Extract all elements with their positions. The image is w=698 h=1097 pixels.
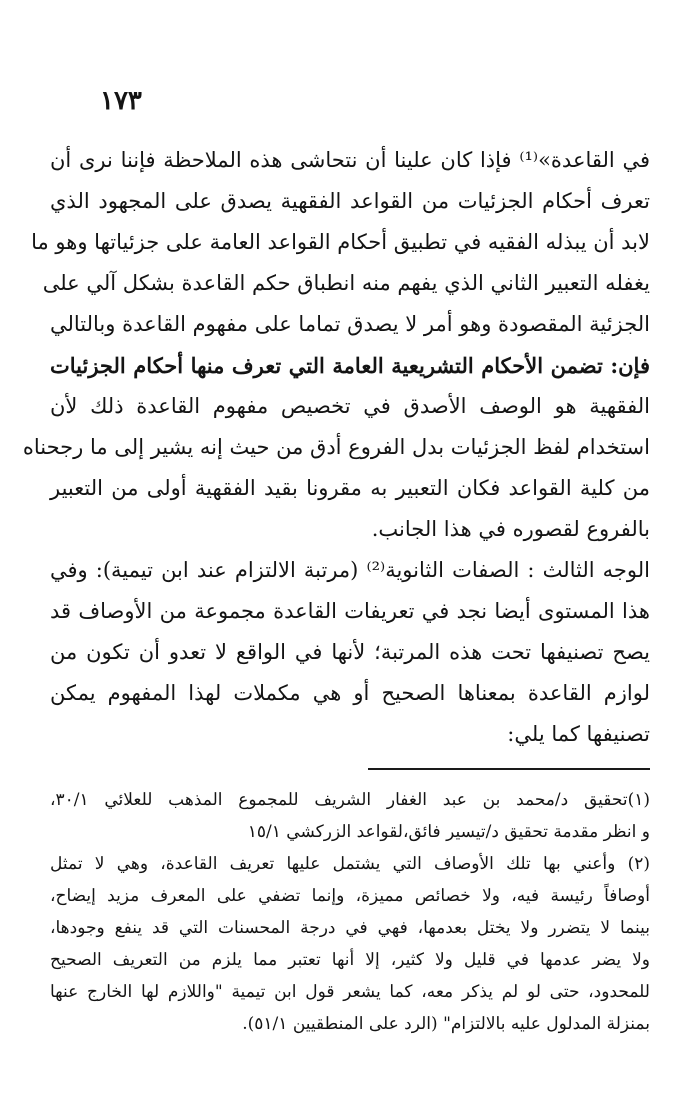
footnote-line: بينما لا يتضرر ولا يختل بعدمها، فهي في درجة المحسنات التي قد ينفع وجودها، (50, 918, 650, 938)
page-number: ١٧٣ (100, 86, 142, 116)
body-line: الوجه الثالث : الصفات الثانوية⁽²⁾ (مرتبة الالتزام عند ابن تيمية): وفي (50, 558, 650, 582)
main-text (22, 140, 650, 755)
footnote-line: (٢) وأعني بها تلك الأوصاف التي يشتمل عليها تعريف القاعدة، وهي لا تمثل (50, 854, 650, 874)
body-line: لوازم القاعدة بمعناها الصحيح أو هي مكملات لهذا المفهوم يمكن (50, 681, 650, 705)
footnote-line: بمنزلة المدلول عليه بالالتزام" (الرد على المنطقيين ٥١/١). (242, 1014, 650, 1034)
footnote-line: (١)تحقيق د/محمد بن عبد الغفار الشريف للمجموع المذهب للعلائي ٣٠/١، (50, 790, 650, 810)
body-line: تعرف أحكام الجزئيات من القواعد الفقهية يصدق على المجهود الذي (50, 189, 650, 213)
body-line: لابد أن يبذله الفقيه في تطبيق أحكام القواعد العامة على جزئياتها وهو ما (31, 230, 650, 254)
body-line: يغفله التعبير الثاني الذي يفهم منه انطباق حكم القاعدة بشكل آلي على (42, 271, 650, 295)
footnote-line: للمحدود، حتى لو لم يذكر معه، كما يشعر قول ابن تيمية "واللازم لها الخارج عنها (50, 982, 650, 1002)
footnote-divider (368, 768, 650, 770)
body-line: هذا المستوى أيضا نجد في تعريفات القاعدة مجموعة من الأوصاف قد (50, 599, 650, 623)
body-line: الفقهية هو الوصف الأصدق في تخصيص مفهوم القاعدة ذلك لأن (50, 394, 650, 418)
footnote-line: أوصافاً رئيسة فيه، ولا خصائص مميزة، وإنما تضفي على المعرف مزيد إيضاح، (50, 886, 650, 906)
body-line: تصنيفها كما يلي: (507, 722, 650, 746)
footnote-line: و انظر مقدمة تحقيق د/تيسير فائق،لقواعد الزركشي ١٥/١ (247, 822, 650, 842)
body-line: في القاعدة»⁽¹⁾ فإذا كان علينا أن نتحاشى هذه الملاحظة فإننا نرى أن (50, 148, 650, 172)
body-line-bold: فإن: تضمن الأحكام التشريعية العامة التي تعرف منها أحكام الجزئيات (50, 353, 650, 378)
body-line: الجزئية المقصودة وهو أمر لا يصدق تماما على مفهوم القاعدة وبالتالي (50, 312, 650, 336)
body-line: استخدام لفظ الجزئيات بدل الفروع أدق من حيث إنه يشير إلى ما رجحناه (22, 435, 650, 459)
footnotes (50, 784, 650, 1040)
body-line: من كلية القواعد فكان التعبير به مقرونا بقيد الفقهية أولى من التعبير (50, 476, 650, 500)
footnote-line: ولا يضر عدمها في قليل ولا كثير، إلا أنها تعتبر مما يلزم من التعريف الصحيح (50, 950, 650, 970)
body-line: بالفروع لقصوره في هذا الجانب. (371, 517, 650, 541)
body-line: يصح تصنيفها تحت هذه المرتبة؛ لأنها في الواقع لا تعدو أن تكون من (50, 640, 650, 664)
